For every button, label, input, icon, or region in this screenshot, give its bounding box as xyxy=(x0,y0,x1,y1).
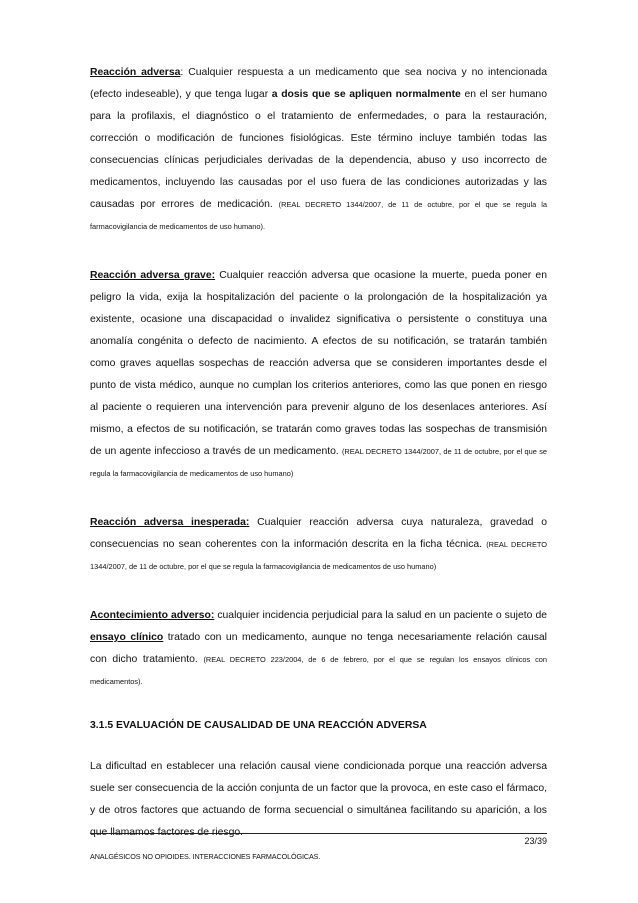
legal-reference: (REAL DECRETO 1344/2007, de 11 de octubre, por el que se regula la farmacovigilancia de medicamentos de uso humano). xyxy=(90,200,547,231)
paragraph-text: tratado con un medicamento, aunque no tenga necesariamente relación causal con dicho tratamiento. xyxy=(90,632,547,665)
paragraph-reaccion-adversa-grave xyxy=(90,265,547,485)
paragraph-text: : Cualquier respuesta a un medicamento que sea nociva y no intencionada (efecto indeseable), y que tenga lugar xyxy=(90,67,547,100)
footer-divider xyxy=(90,833,547,834)
term-reaccion-adversa-grave: Reacción adversa grave: xyxy=(90,270,216,281)
term-reaccion-adversa: Reacción adversa xyxy=(90,67,181,78)
paragraph-text: cualquier incidencia perjudicial para la salud en un paciente o sujeto de xyxy=(214,610,548,621)
paragraph-causalidad: La dificultad en establecer una relación causal viene condicionada porque una reacción adversa suele ser consecuencia de la acción conjunta de un factor que la provoca, en este caso el fármaco, y de otros factores que actuando de forma secuencial o simultánea facilitando su aparición, a los que llamamos factores de riesgo. xyxy=(90,761,547,838)
term-reaccion-adversa-inesperada: Reacción adversa inesperada: xyxy=(90,517,250,528)
legal-reference: (REAL DECRETO 223/2004, de 6 de febrero, por el que se regulan los ensayos clínicos con medicamentos). xyxy=(90,655,547,686)
paragraph-text: Cualquier reacción adversa que ocasione la muerte, pueda poner en peligro la vida, exija la hospitalización del paciente o la prolongación de la hospitalización ya existente, ocasione una discapacidad o invalidez significativa o persistente o constituya una anomalía congénita o defecto de nacimiento. A efectos de su notificación, se tratarán también como graves aquellas sospechas de reacción adversa que se consideren importantes desde el punto de vista médico, aunque no cumplan los criterios anteriores, como las que ponen en riesgo al paciente o requieren una intervención para prevenir alguno de los desenlaces anteriores. Así mismo, a efectos de su notificación, se tratarán como graves todas las sospechas de transmisión de un agente infeccioso a través de un medicamento. xyxy=(90,270,547,457)
paragraph-reaccion-adversa-inesperada xyxy=(90,512,547,578)
term-acontecimiento-adverso: Acontecimiento adverso: xyxy=(90,610,215,621)
legal-reference: (REAL DECRETO 1344/2007, de 11 de octubre, por el que se regula la farmacovigilancia de medicamentos de uso humano) xyxy=(90,447,547,478)
footer-title: ANALGÉSICOS NO OPIOIDES. INTERACCIONES FARMACOLÓGICAS. xyxy=(90,852,321,861)
legal-reference: (REAL DECRETO 1344/2007, de 11 de octubre, por el que se regula la farmacovigilancia de medicamentos de uso humano) xyxy=(90,540,547,571)
paragraph-acontecimiento-adverso xyxy=(90,605,547,693)
bold-phrase: ensayo clínico xyxy=(90,632,164,643)
paragraph-reaccion-adversa xyxy=(90,62,547,238)
section-heading: 3.1.5 EVALUACIÓN DE CAUSALIDAD DE UNA REACCIÓN ADVERSA xyxy=(90,720,427,731)
bold-phrase: a dosis que se apliquen normalmente xyxy=(271,89,461,100)
paragraph-text: Cualquier reacción adversa cuya naturaleza, gravedad o consecuencias no sean coherentes con la información descrita en la ficha técnica. xyxy=(90,517,547,550)
page-number: 23/39 xyxy=(524,836,547,846)
paragraph-text: en el ser humano para la profilaxis, el diagnóstico o el tratamiento de enfermedades, o para la restauración, corrección o modificación de funciones fisiológicas. Este término incluye también todas las consecuencias clínicas perjudiciales derivadas de la dependencia, abuso y uso incorrecto de medicamentos, incluyendo las causadas por el uso fuera de las condiciones autorizadas y las causadas por errores de medicación. xyxy=(90,89,547,210)
document-body xyxy=(90,62,547,871)
